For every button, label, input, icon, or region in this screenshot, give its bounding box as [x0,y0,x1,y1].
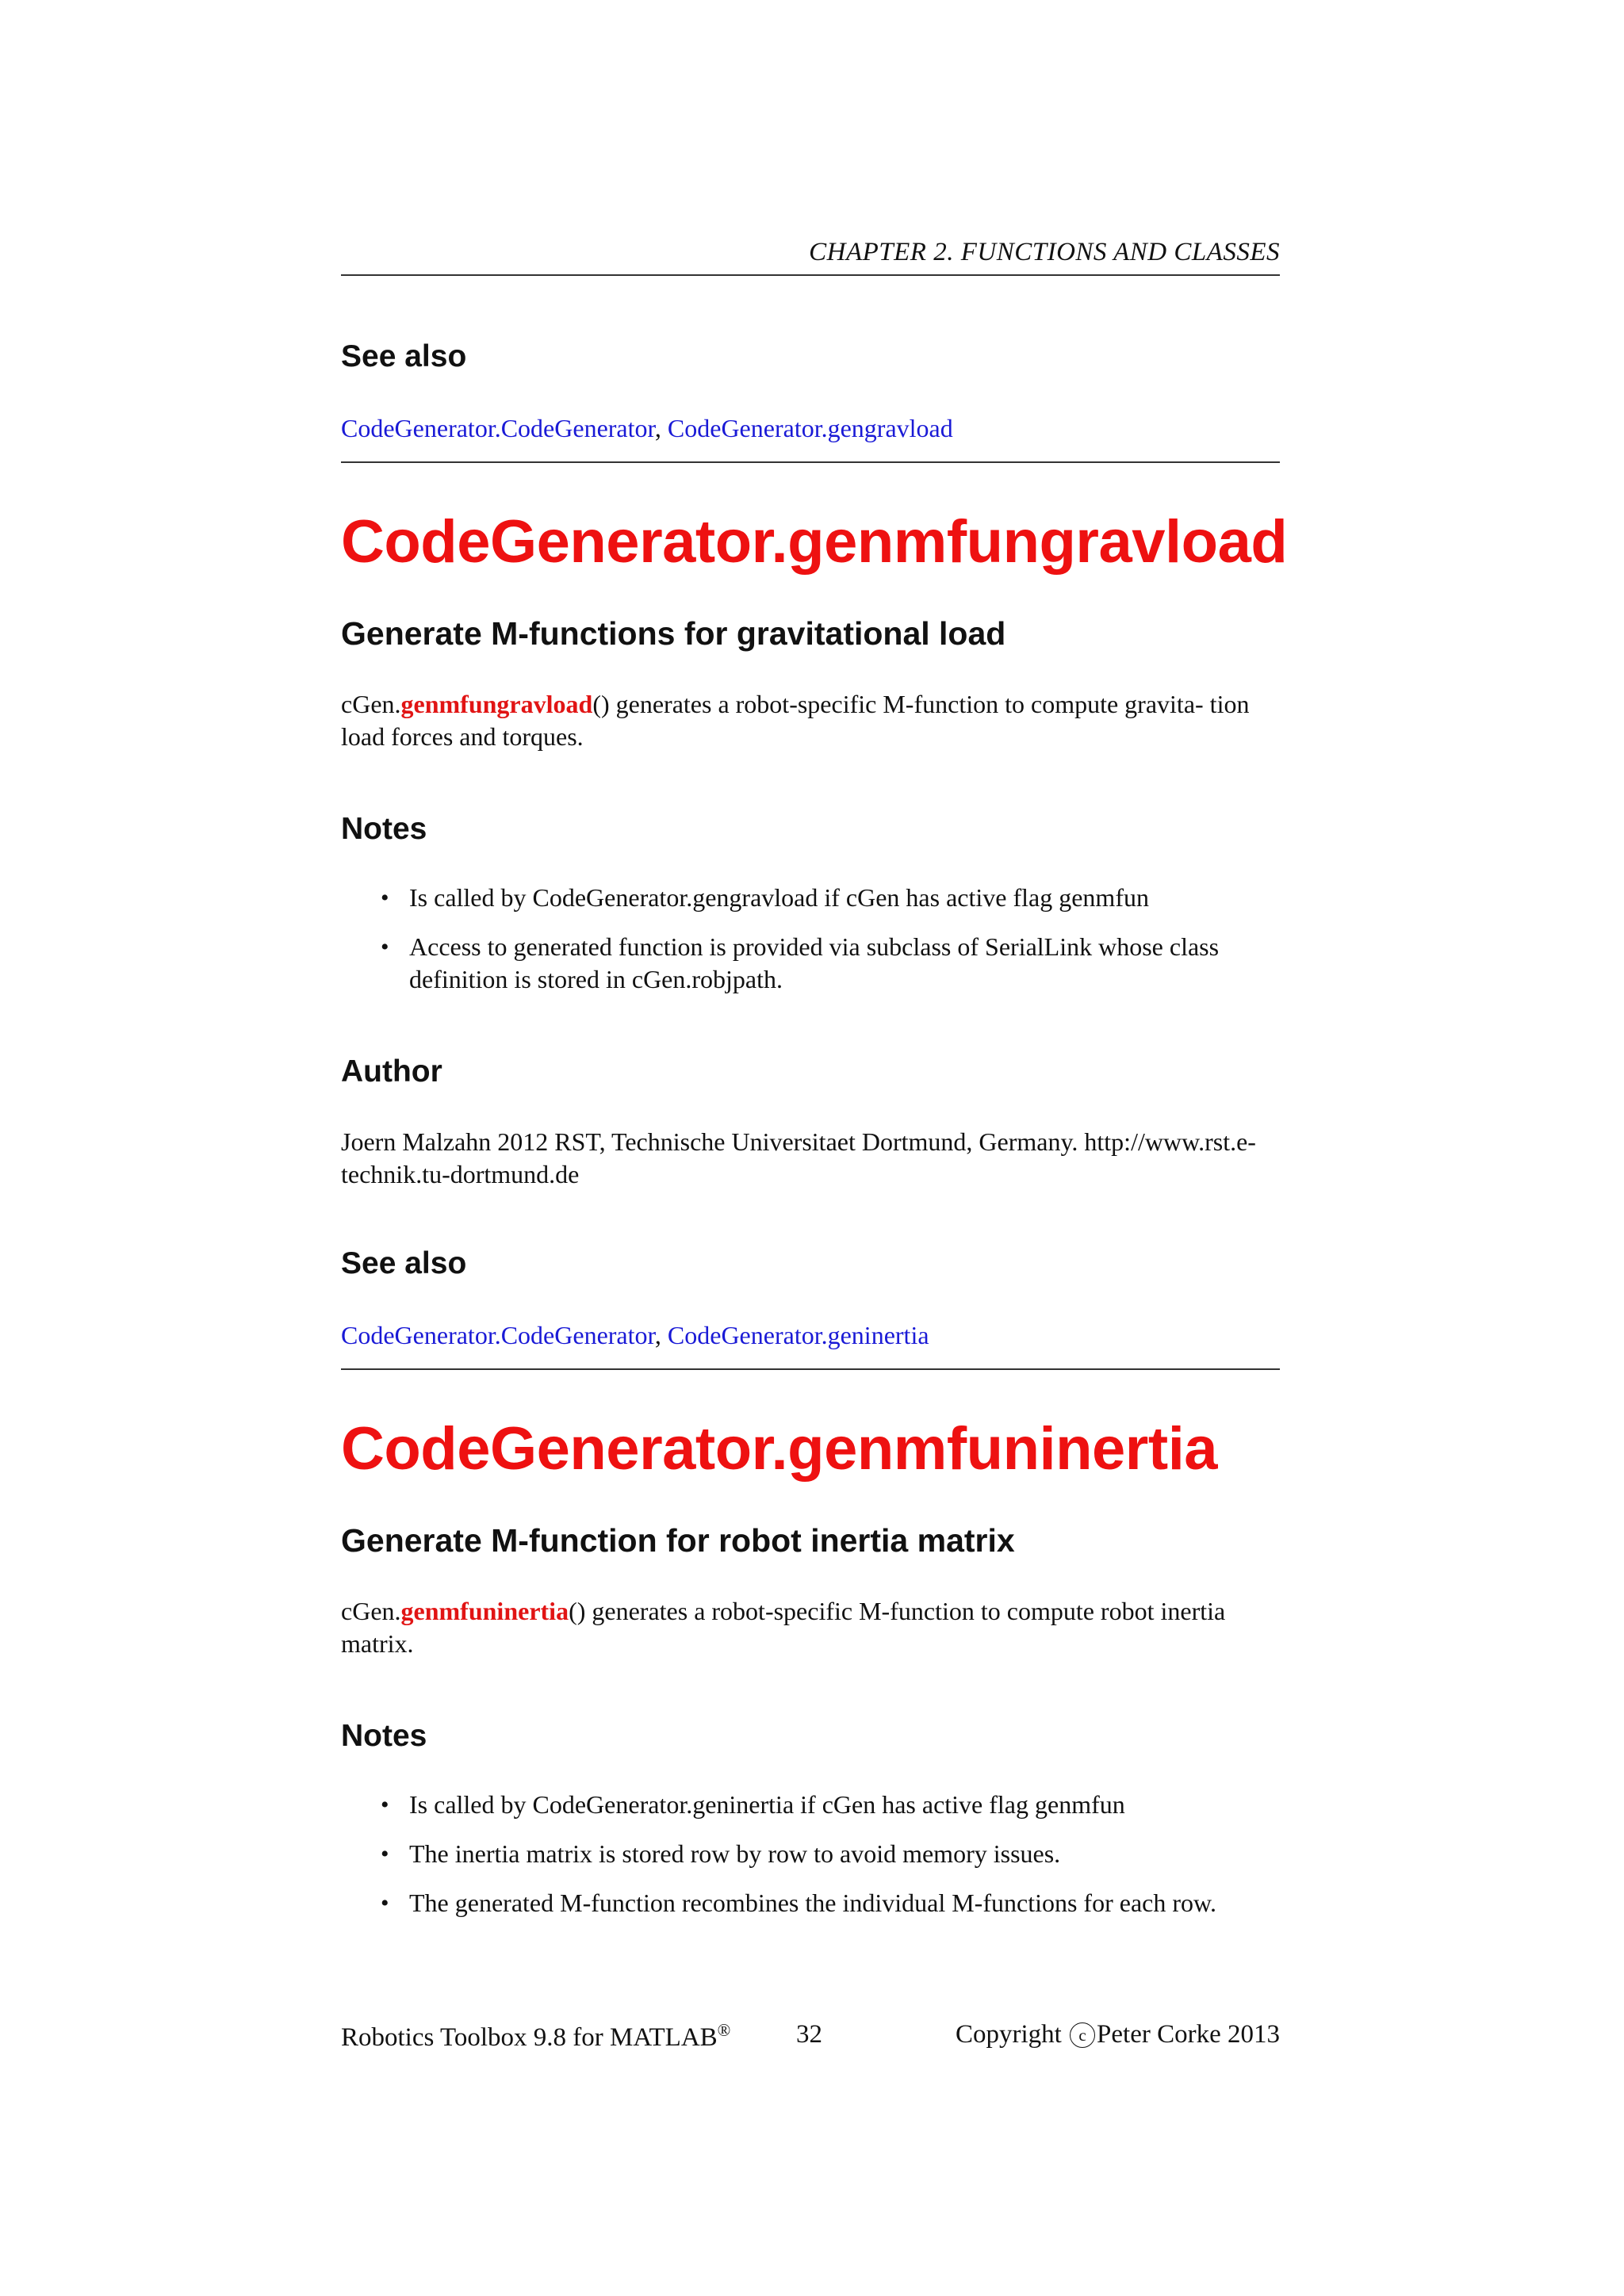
author-text: Joern Malzahn 2012 RST, Technische Universitaet Dortmund, Germany. http://www.rst.e-technik.tu-dortmund.de [341,1127,1256,1188]
author-heading: Author [341,1054,442,1089]
bullet-icon: • [381,934,389,960]
see-also-link-codegenerator[interactable]: CodeGenerator.CodeGenerator [341,414,655,442]
header-rule [341,274,1280,276]
see-also-link-codegenerator[interactable]: CodeGenerator.CodeGenerator [341,1321,655,1349]
bullet-icon: • [381,1841,389,1867]
desc-rest: () generates a robot-specific M-function to compute gravita- tion load forces and torques. [341,690,1250,751]
notes-list-1 [381,882,1280,1012]
bullet-icon: • [381,1890,389,1916]
list-item: • Is called by CodeGenerator.geninertia if cGen has active flag genmfun [381,1789,1280,1821]
see-also-links-1 [341,1319,1280,1352]
running-header: CHAPTER 2. FUNCTIONS AND CLASSES [809,238,1280,266]
list-item: • Access to generated function is provided via subclass of SerialLink whose class definition is stored in cGen.robjpath. [381,932,1220,993]
see-also-links-top [341,412,1280,445]
notes-list-2 [381,1789,1280,1936]
entry-subtitle-genmfungravload: Generate M-functions for gravitational load [341,615,1006,652]
desc-function-name: genmfuninertia [400,1597,569,1625]
section-divider-2 [341,1368,1280,1370]
list-item: • Is called by CodeGenerator.gengravload if cGen has active flag genmfun [381,882,1280,914]
list-item: • The generated M-function recombines the individual M-functions for each row. [381,1887,1280,1919]
desc-function-name: genmfungravload [400,690,593,718]
see-also-heading-top: See also [341,339,467,373]
registered-mark: ® [717,2020,731,2040]
desc-prefix: cGen. [341,690,401,718]
notes-heading-2: Notes [341,1719,427,1753]
bullet-icon: • [381,1792,389,1818]
list-item: • The inertia matrix is stored row by row to avoid memory issues. [381,1838,1280,1870]
entry-title-genmfungravload: CodeGenerator.genmfungravload [341,508,1288,576]
see-also-link-geninertia[interactable]: CodeGenerator.geninertia [667,1321,929,1349]
entry-description-genmfuninertia [341,1595,1280,1660]
bullet-icon: • [381,885,389,911]
page-number: 32 [796,2020,822,2049]
desc-prefix: cGen. [341,1597,401,1625]
desc-rest: () generates a robot-specific M-function to compute robot inertia matrix. [341,1597,1226,1658]
entry-description-genmfungravload [341,688,1280,753]
link-separator: , [654,414,668,442]
copyright-icon: c [1070,2022,1095,2048]
footer-left: Robotics Toolbox 9.8 for MATLAB® [341,2020,731,2052]
footer-copyright: Copyright c Peter Corke 2013 [955,2020,1280,2049]
entry-subtitle-genmfuninertia: Generate M-function for robot inertia matrix [341,1522,1015,1559]
entry-title-genmfuninertia: CodeGenerator.genmfuninertia [341,1415,1218,1483]
notes-heading-1: Notes [341,812,427,846]
link-separator: , [654,1321,668,1349]
see-also-link-gengravload[interactable]: CodeGenerator.gengravload [667,414,953,442]
section-divider-1 [341,461,1280,463]
see-also-heading-1: See also [341,1246,467,1280]
